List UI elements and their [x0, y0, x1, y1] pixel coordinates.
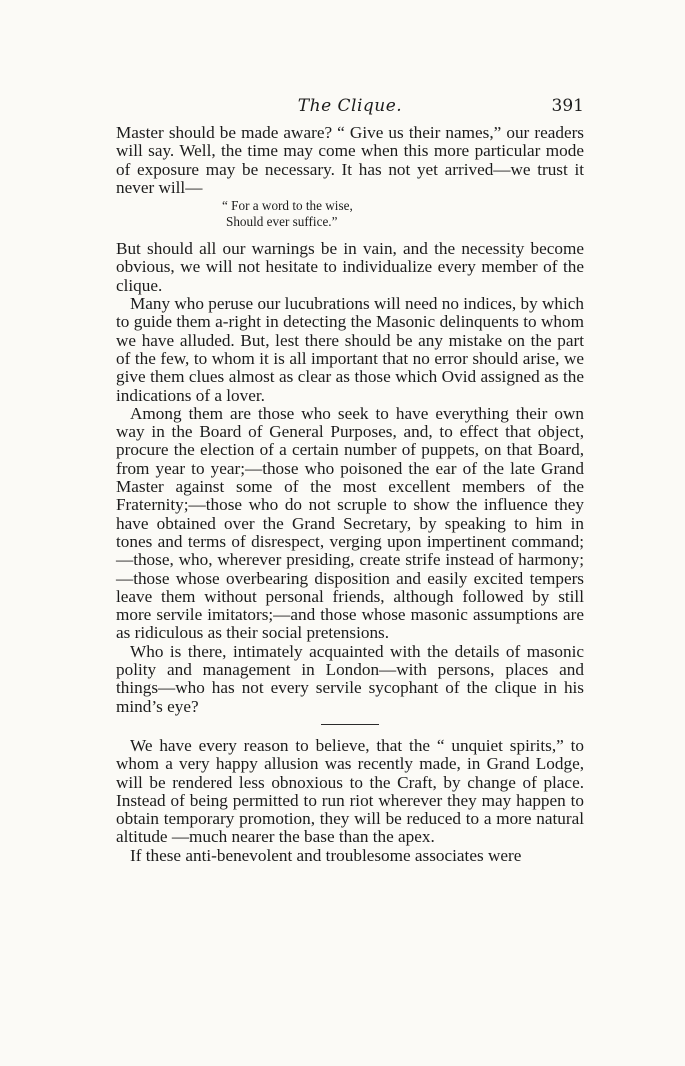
page-number: 391	[551, 96, 584, 116]
running-head	[116, 96, 584, 122]
paragraph-continued: Master should be made aware? “ Give us their names,” our readers will say. Well, the time may come when this more particular mode of exposure may be necessary. It has not yet arrived—we trust it never will—	[116, 123, 584, 197]
paragraph-unquiet-spirits: We have every reason to believe, that the “ unquiet spirits,” to whom a very happy allusion was recently made, in Grand Lodge, will be rendered less obnoxious to the Craft, by change of place. Instead of being permitted to run riot wherever they may happen to obtain temporary promotion, they will be reduced to a more natural altitude —much nearer the base than the apex.	[116, 735, 584, 847]
verse-line-2: Should ever suffice.”	[226, 214, 338, 230]
paragraph-among-them: Among them are those who seek to have everything their own way in the Board of General Purposes, and, to effect that object, procure the election of a certain number of puppets, on that Board, from year to year;—those who poisoned the ear of the late Grand Master against some of the most excellent members of the Fraternity;—those who do not scruple to show the influence they have obtained over the Grand Secretary, by speaking to him in tones and terms of disrespect, verging upon impertinent command;—those, who, wherever presiding, create strife instead of harmony;—those whose overbearing disposition and easily excited tempers leave them without personal friends, although followed by still more servile imitators;—and those whose masonic assumptions are as ridiculous as their social pretensions.	[116, 403, 584, 643]
paragraph-lucubrations: Many who peruse our lucubrations will need no indices, by which to guide them a-right in detecting the Masonic delinquents to whom we have alluded. But, lest there should be any mistake on the part of the few, to whom it is all important that no error should arise, we give them clues almost as clear as those which Ovid assigned as the indications of a lover.	[116, 294, 584, 405]
book-page	[116, 0, 584, 1066]
verse-quote	[116, 198, 584, 230]
paragraph-who-is-there: Who is there, intimately acquainted with the details of masonic polity and management in London—with persons, places and things—who has not every servile sycophant of the clique in his mind’s eye?	[116, 641, 584, 716]
running-title: The Clique.	[297, 96, 403, 116]
paragraph-warnings: But should all our warnings be in vain, and the necessity become obvious, we will not hesitate to individualize every member of the clique.	[116, 239, 584, 295]
section-divider	[321, 724, 379, 725]
paragraph-anti-benevolent: If these anti-benevolent and troublesome associates were	[130, 845, 522, 865]
body-text	[116, 124, 584, 865]
verse-line-1: “ For a word to the wise,	[222, 198, 353, 214]
